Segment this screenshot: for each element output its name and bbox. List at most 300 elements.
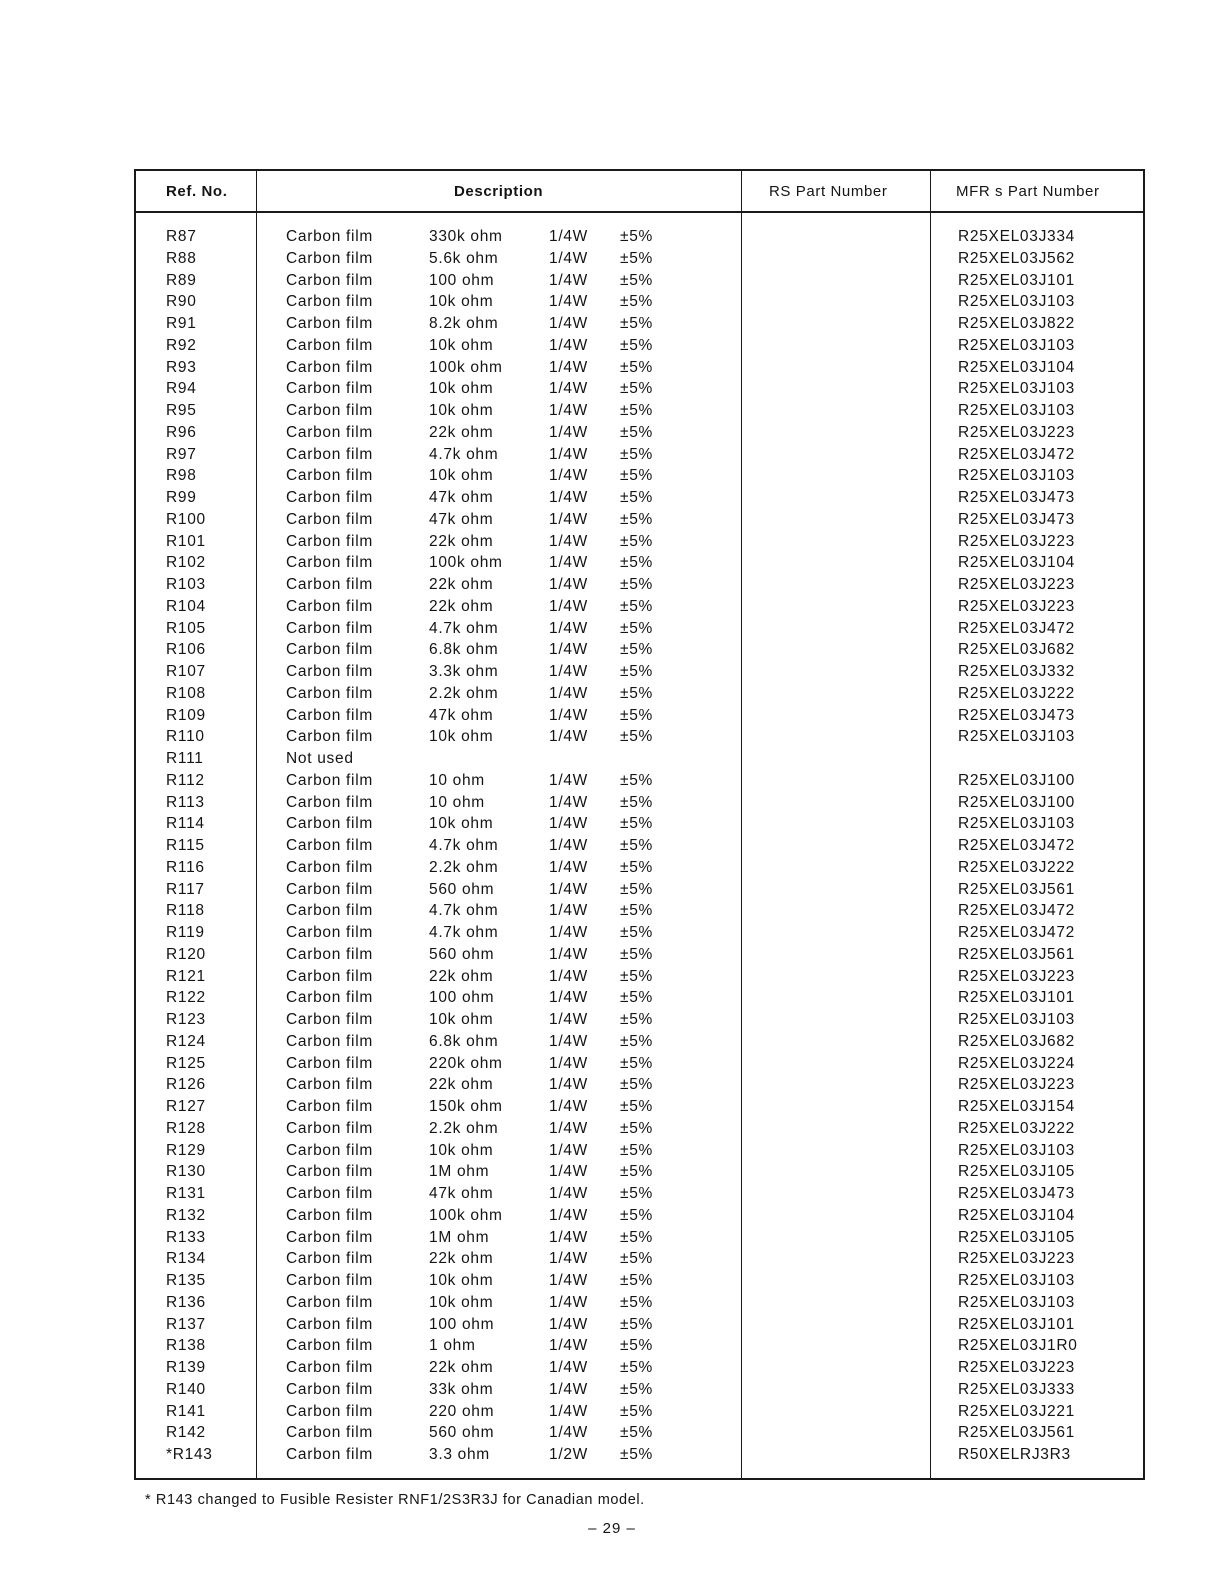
cell-tolerance: ±5% [620,380,654,398]
cell-type: Carbon film [286,924,373,941]
table-row [136,250,1143,272]
cell-mfr-part-number: R25XEL03J103 [958,380,1075,398]
cell-wattage: 1/4W [549,1054,588,1072]
cell-ref-no: R104 [166,597,206,615]
header-mfr-part-number: MFR s Part Number [956,183,1100,200]
cell-tolerance: ±5% [620,815,654,833]
cell-type: Carbon film [286,967,373,985]
cell-mfr-part-number: R25XEL03J473 [958,510,1075,528]
cell-mfr-part-number: R25XEL03J473 [958,706,1075,724]
table-row [136,663,1143,685]
cell-mfr-part-number: R25XEL03J221 [958,1402,1075,1420]
table-row [136,315,1143,337]
cell-resistance: 10k ohm [429,467,494,485]
table-row [136,402,1143,424]
table-row [136,1033,1143,1055]
table-row [136,511,1143,533]
cell-type: Carbon film [286,1032,373,1050]
table-row [136,598,1143,620]
cell-wattage: 1/4W [549,771,588,789]
cell-resistance: 150k ohm [429,1098,503,1115]
cell-type: Carbon film [286,576,373,593]
cell-ref-no: R98 [166,467,197,485]
cell-mfr-part-number: R25XEL03J682 [958,641,1075,659]
cell-tolerance: ±5% [620,1141,654,1159]
cell-resistance: 560 ohm [429,880,495,898]
cell-tolerance: ±5% [620,271,654,289]
cell-type: Carbon film [286,880,373,898]
header-ref-no: Ref. No. [166,183,228,200]
table-row [136,359,1143,381]
cell-ref-no: R116 [166,858,205,876]
cell-resistance: 100k ohm [429,358,503,376]
cell-tolerance: ±5% [620,945,654,963]
cell-wattage: 1/4W [549,554,588,572]
table-row [136,1446,1143,1468]
cell-tolerance: ±5% [620,1185,654,1202]
cell-tolerance: ±5% [620,1206,654,1224]
cell-resistance: 220k ohm [429,1054,503,1072]
cell-resistance: 22k ohm [429,532,494,550]
header-rs-part-number: RS Part Number [769,183,888,200]
table-row [136,1098,1143,1120]
cell-wattage: 1/4W [549,228,588,245]
cell-mfr-part-number: R25XEL03J103 [958,1141,1075,1159]
cell-mfr-part-number: R25XEL03J561 [958,1424,1075,1442]
cell-wattage: 1/4W [549,924,588,941]
cell-ref-no: R113 [166,793,205,811]
cell-ref-no: R88 [166,249,197,267]
cell-wattage: 1/4W [549,1076,588,1094]
table-row [136,533,1143,555]
cell-ref-no: R92 [166,336,197,354]
cell-mfr-part-number: R25XEL03J154 [958,1098,1075,1115]
cell-type: Carbon film [286,1076,373,1094]
cell-tolerance: ±5% [620,728,654,746]
cell-tolerance: ±5% [620,532,654,550]
cell-type: Carbon film [286,380,373,398]
cell-wattage: 1/4W [549,293,588,311]
cell-resistance: 100k ohm [429,554,503,572]
cell-type: Carbon film [286,663,373,680]
cell-mfr-part-number: R25XEL03J561 [958,880,1075,898]
cell-wattage: 1/4W [549,902,588,920]
cell-type: Carbon film [286,1206,373,1224]
cell-wattage: 1/4W [549,532,588,550]
cell-resistance: 10k ohm [429,380,494,398]
cell-type: Carbon film [286,510,373,528]
cell-ref-no: R142 [166,1424,206,1442]
cell-wattage: 1/4W [549,663,588,680]
cell-resistance: 47k ohm [429,510,494,528]
table-row [136,1163,1143,1185]
cell-resistance: 22k ohm [429,423,494,441]
cell-mfr-part-number: R25XEL03J105 [958,1228,1075,1246]
cell-tolerance: ±5% [620,902,654,920]
cell-ref-no: R97 [166,445,197,463]
cell-mfr-part-number: R25XEL03J101 [958,989,1075,1007]
cell-tolerance: ±5% [620,793,654,811]
cell-type: Carbon film [286,684,373,702]
cell-type: Carbon film [286,1293,373,1311]
cell-ref-no: R100 [166,510,206,528]
cell-type: Carbon film [286,597,373,615]
cell-tolerance: ±5% [620,1032,654,1050]
cell-ref-no: R118 [166,902,205,920]
cell-mfr-part-number: R25XEL03J222 [958,858,1075,876]
cell-ref-no: R109 [166,706,206,724]
cell-ref-no: R139 [166,1359,206,1376]
header-description: Description [454,183,544,200]
cell-tolerance: ±5% [620,597,654,615]
table-row [136,815,1143,837]
cell-type: Carbon film [286,902,373,920]
cell-type: Carbon film [286,1250,373,1268]
cell-ref-no: R131 [166,1185,206,1202]
cell-mfr-part-number: R25XEL03J223 [958,532,1075,550]
cell-tolerance: ±5% [620,1315,654,1333]
cell-type: Carbon film [286,1163,373,1181]
cell-type: Carbon film [286,1424,373,1442]
cell-tolerance: ±5% [620,554,654,572]
cell-wattage: 1/4W [549,815,588,833]
cell-wattage: 1/4W [549,423,588,441]
cell-ref-no: R108 [166,684,206,702]
table-row [136,881,1143,903]
table-row [136,1185,1143,1207]
cell-type: Not used [286,750,354,767]
cell-mfr-part-number: R25XEL03J100 [958,793,1075,811]
cell-wattage: 1/4W [549,1250,588,1268]
cell-type: Carbon film [286,706,373,724]
cell-resistance: 330k ohm [429,228,503,245]
cell-tolerance: ±5% [620,1402,654,1420]
cell-wattage: 1/4W [549,445,588,463]
cell-ref-no: R99 [166,489,197,506]
cell-resistance: 10k ohm [429,1272,494,1289]
cell-mfr-part-number: R25XEL03J224 [958,1054,1075,1072]
cell-wattage: 1/4W [549,1185,588,1202]
cell-ref-no: R123 [166,1011,206,1028]
cell-wattage: 1/4W [549,1315,588,1333]
table-row [136,902,1143,924]
cell-wattage: 1/4W [549,380,588,398]
cell-mfr-part-number: R25XEL03J223 [958,1250,1075,1268]
cell-tolerance: ±5% [620,619,654,637]
cell-ref-no: R106 [166,641,206,659]
cell-resistance: 47k ohm [429,489,494,506]
cell-tolerance: ±5% [620,1076,654,1094]
cell-wattage: 1/4W [549,1424,588,1442]
cell-type: Carbon film [286,728,373,746]
table-row [136,228,1143,250]
cell-ref-no: R135 [166,1272,206,1289]
parts-table [134,169,1145,1480]
cell-type: Carbon film [286,793,373,811]
cell-tolerance: ±5% [620,423,654,441]
cell-resistance: 10k ohm [429,336,494,354]
cell-resistance: 33k ohm [429,1380,494,1398]
cell-mfr-part-number: R25XEL03J103 [958,1272,1075,1289]
cell-type: Carbon film [286,1446,373,1463]
cell-resistance: 22k ohm [429,597,494,615]
table-body [136,228,1143,1468]
cell-wattage: 1/4W [549,1380,588,1398]
cell-type: Carbon film [286,1054,373,1072]
cell-tolerance: ±5% [620,771,654,789]
cell-type: Carbon film [286,532,373,550]
cell-mfr-part-number: R25XEL03J472 [958,924,1075,941]
cell-mfr-part-number: R25XEL03J103 [958,402,1075,419]
cell-resistance: 10k ohm [429,1141,494,1159]
table-row [136,1403,1143,1425]
table-row [136,1207,1143,1229]
cell-resistance: 220 ohm [429,1402,495,1420]
cell-resistance: 4.7k ohm [429,837,499,854]
cell-type: Carbon film [286,402,373,419]
table-row [136,424,1143,446]
table-row [136,728,1143,750]
cell-tolerance: ±5% [620,228,654,245]
table-row [136,794,1143,816]
cell-resistance: 1M ohm [429,1163,490,1181]
table-row [136,946,1143,968]
table-row [136,1316,1143,1338]
cell-wattage: 1/4W [549,467,588,485]
cell-ref-no: R112 [166,771,205,789]
cell-tolerance: ±5% [620,1054,654,1072]
cell-wattage: 1/4W [549,1032,588,1050]
cell-resistance: 10k ohm [429,1011,494,1028]
table-row [136,1055,1143,1077]
table-row [136,750,1143,772]
table-row [136,554,1143,576]
cell-ref-no: R138 [166,1337,206,1355]
table-row [136,293,1143,315]
table-row [136,859,1143,881]
cell-mfr-part-number: R25XEL03J562 [958,249,1075,267]
cell-mfr-part-number: R25XEL03J472 [958,902,1075,920]
cell-wattage: 1/4W [549,793,588,811]
cell-ref-no: R132 [166,1206,206,1224]
cell-ref-no: R127 [166,1098,206,1115]
cell-resistance: 10k ohm [429,293,494,311]
cell-wattage: 1/4W [549,358,588,376]
cell-resistance: 10k ohm [429,402,494,419]
table-row [136,772,1143,794]
cell-wattage: 1/4W [549,880,588,898]
cell-tolerance: ±5% [620,684,654,702]
cell-mfr-part-number: R25XEL03J103 [958,336,1075,354]
cell-resistance: 10k ohm [429,728,494,746]
table-row [136,1424,1143,1446]
cell-mfr-part-number: R25XEL03J223 [958,1359,1075,1376]
cell-resistance: 100 ohm [429,271,495,289]
cell-tolerance: ±5% [620,445,654,463]
cell-tolerance: ±5% [620,1293,654,1311]
cell-wattage: 1/4W [549,641,588,659]
cell-wattage: 1/4W [549,1359,588,1376]
cell-resistance: 560 ohm [429,945,495,963]
cell-wattage: 1/4W [549,510,588,528]
cell-tolerance: ±5% [620,1228,654,1246]
cell-tolerance: ±5% [620,706,654,724]
table-row [136,446,1143,468]
page-number: – 29 – [588,1520,636,1537]
cell-wattage: 1/4W [549,858,588,876]
cell-resistance: 22k ohm [429,1076,494,1094]
cell-resistance: 4.7k ohm [429,902,499,920]
cell-resistance: 2.2k ohm [429,684,499,702]
cell-mfr-part-number: R25XEL03J104 [958,554,1075,572]
cell-resistance: 4.7k ohm [429,445,499,463]
cell-mfr-part-number: R25XEL03J103 [958,293,1075,311]
cell-mfr-part-number: R25XEL03J104 [958,1206,1075,1224]
cell-resistance: 4.7k ohm [429,619,499,637]
cell-tolerance: ±5% [620,315,654,332]
cell-tolerance: ±5% [620,1337,654,1355]
table-row [136,1294,1143,1316]
cell-tolerance: ±5% [620,358,654,376]
cell-type: Carbon film [286,336,373,354]
cell-type: Carbon film [286,815,373,833]
cell-type: Carbon film [286,293,373,311]
cell-resistance: 22k ohm [429,576,494,593]
cell-wattage: 1/4W [549,1402,588,1420]
table-row [136,1076,1143,1098]
cell-mfr-part-number: R25XEL03J103 [958,815,1075,833]
cell-type: Carbon film [286,1380,373,1398]
cell-tolerance: ±5% [620,489,654,506]
cell-mfr-part-number: R25XEL03J332 [958,663,1075,680]
cell-ref-no: R89 [166,271,197,289]
cell-resistance: 22k ohm [429,1359,494,1376]
table-row [136,380,1143,402]
cell-tolerance: ±5% [620,1119,654,1137]
cell-tolerance: ±5% [620,989,654,1007]
cell-wattage: 1/4W [549,315,588,332]
cell-resistance: 47k ohm [429,706,494,724]
cell-ref-no: R122 [166,989,206,1007]
cell-resistance: 22k ohm [429,1250,494,1268]
table-row [136,576,1143,598]
cell-type: Carbon film [286,1315,373,1333]
cell-mfr-part-number: R25XEL03J223 [958,423,1075,441]
table-row [136,272,1143,294]
table-row [136,1381,1143,1403]
cell-tolerance: ±5% [620,1163,654,1181]
cell-resistance: 10k ohm [429,815,494,833]
cell-ref-no: R141 [166,1402,206,1420]
cell-type: Carbon film [286,1141,373,1159]
cell-tolerance: ±5% [620,1272,654,1289]
table-header-row [136,171,1143,213]
cell-tolerance: ±5% [620,336,654,354]
cell-mfr-part-number: R25XEL03J104 [958,358,1075,376]
cell-wattage: 1/4W [549,402,588,419]
table-row [136,1229,1143,1251]
cell-ref-no: R94 [166,380,197,398]
cell-resistance: 2.2k ohm [429,858,499,876]
cell-type: Carbon film [286,1272,373,1289]
cell-mfr-part-number: R25XEL03J223 [958,967,1075,985]
cell-tolerance: ±5% [620,967,654,985]
cell-ref-no: R134 [166,1250,206,1268]
cell-resistance: 100 ohm [429,989,495,1007]
cell-type: Carbon film [286,1337,373,1355]
cell-wattage: 1/4W [549,1293,588,1311]
table-row [136,641,1143,663]
cell-ref-no: *R143 [166,1446,213,1463]
cell-type: Carbon film [286,1011,373,1028]
cell-mfr-part-number: R25XEL03J103 [958,467,1075,485]
cell-wattage: 1/4W [549,1163,588,1181]
footnote: * R143 changed to Fusible Resister RNF1/2S3R3J for Canadian model. [145,1492,645,1508]
cell-wattage: 1/4W [549,576,588,593]
cell-ref-no: R124 [166,1032,206,1050]
cell-wattage: 1/4W [549,336,588,354]
cell-tolerance: ±5% [620,663,654,680]
cell-type: Carbon film [286,249,373,267]
cell-wattage: 1/4W [549,837,588,854]
cell-wattage: 1/4W [549,706,588,724]
table-row [136,1272,1143,1294]
cell-mfr-part-number: R25XEL03J822 [958,315,1075,332]
table-row [136,1250,1143,1272]
cell-type: Carbon film [286,1119,373,1137]
cell-type: Carbon film [286,989,373,1007]
table-row [136,1120,1143,1142]
cell-mfr-part-number: R25XEL03J334 [958,228,1075,245]
cell-mfr-part-number: R25XEL03J223 [958,1076,1075,1094]
table-row [136,1142,1143,1164]
cell-mfr-part-number: R25XEL03J1R0 [958,1337,1078,1355]
cell-tolerance: ±5% [620,402,654,419]
cell-resistance: 10k ohm [429,1293,494,1311]
cell-mfr-part-number: R25XEL03J473 [958,489,1075,506]
cell-type: Carbon film [286,1185,373,1202]
cell-type: Carbon film [286,619,373,637]
cell-ref-no: R90 [166,293,197,311]
cell-wattage: 1/4W [549,1272,588,1289]
cell-tolerance: ±5% [620,1098,654,1115]
cell-resistance: 6.8k ohm [429,1032,499,1050]
cell-wattage: 1/4W [549,989,588,1007]
table-row [136,337,1143,359]
cell-resistance: 100 ohm [429,1315,495,1333]
cell-ref-no: R121 [166,967,206,985]
table-row [136,620,1143,642]
cell-tolerance: ±5% [620,641,654,659]
cell-tolerance: ±5% [620,293,654,311]
cell-ref-no: R95 [166,402,197,419]
table-row [136,989,1143,1011]
cell-tolerance: ±5% [620,1011,654,1028]
cell-tolerance: ±5% [620,510,654,528]
cell-ref-no: R111 [166,750,204,767]
cell-ref-no: R115 [166,837,205,854]
cell-resistance: 1M ohm [429,1228,490,1246]
cell-type: Carbon film [286,315,373,332]
cell-mfr-part-number: R25XEL03J222 [958,1119,1075,1137]
cell-type: Carbon film [286,1359,373,1376]
cell-ref-no: R110 [166,728,205,746]
cell-ref-no: R129 [166,1141,206,1159]
cell-wattage: 1/4W [549,489,588,506]
cell-mfr-part-number: R25XEL03J473 [958,1185,1075,1202]
cell-wattage: 1/4W [549,1337,588,1355]
cell-ref-no: R128 [166,1119,206,1137]
